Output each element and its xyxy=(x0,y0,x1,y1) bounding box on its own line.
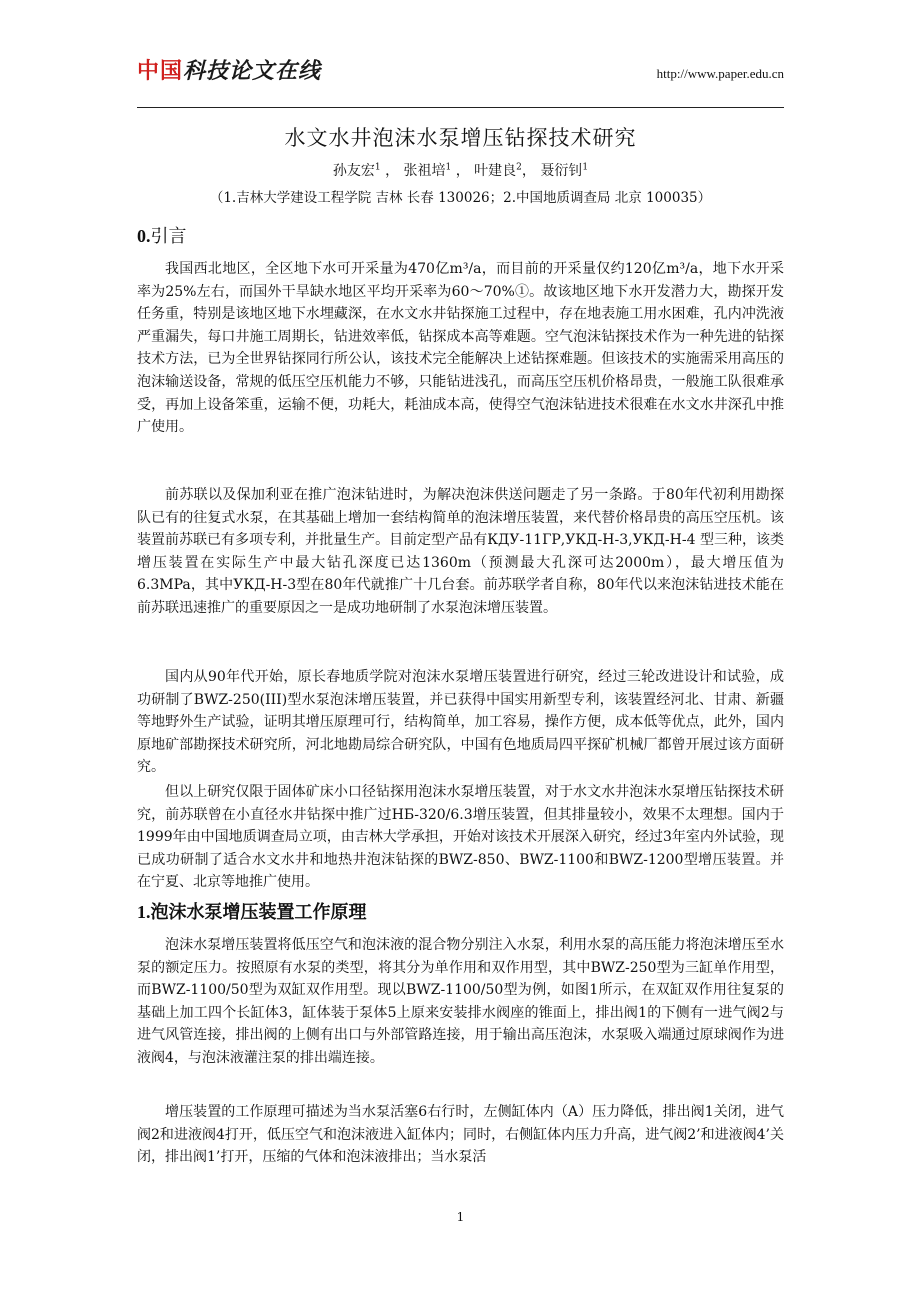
paragraph: 但以上研究仅限于固体矿床小口径钻探用泡沫水泵增压装置，对于水文水井泡沫水泵增压钻探技术研究，前苏联曾在小直径水井钻探中推广过НБ-320/6.3增压装置，但其排量较小，效果不太理想。国内于1999年由中国地质调查局立项，由吉林大学承担，开始对该技术开展深入研究，经过3年室内外试验，现已成功研制了适合水文水井和地热井泡沫钻探的BWZ-850、BWZ-1100和BWZ-1200型增压装置。并在宁夏、北京等地推广使用。 xyxy=(137,784,784,891)
author-affil-mark: 2 xyxy=(516,162,522,173)
author-name: 聂衍钊 xyxy=(540,163,583,179)
paper-title: 水文水井泡沫水泵增压钻探技术研究 xyxy=(284,126,637,150)
site-url[interactable]: http://www.paper.edu.cn xyxy=(656,66,784,81)
page-number: 1 xyxy=(456,1210,465,1224)
author-affil-mark: 1 xyxy=(445,162,452,173)
author-name: 孙友宏 xyxy=(332,163,375,179)
section-title: 泡沫水泵增压装置工作原理 xyxy=(150,902,367,923)
header-rule xyxy=(137,107,784,108)
paragraph: 泡沫水泵增压装置将低压空气和泡沫液的混合物分别注入水泵，利用水泵的高压能力将泡沫增压至水泵的额定压力。按照原有水泵的类型，将其分为单作用和双作用型，其中BWZ-250型为三缸单作用型，而BWZ-1100/50型为双缸双作用型。现以BWZ-1100/50型为例，如图1所示，在双缸双作用往复泵的基础上加工四个长缸体3，缸体装于泵体5上原来安装排水阀座的锥面上，排出阀1的下侧有一进气阀2与进气风管连接，排出阀的上侧有出口与外部管路连接，用于输出高压泡沫，水泵吸入端通过原球阀作为进液阀4，与泡沫液灌注泵的排出端连接。 xyxy=(137,937,784,1066)
paragraph: 增压装置的工作原理可描述为当水泵活塞6右行时，左侧缸体内（A）压力降低，排出阀1关闭，进气阀2和进液阀4打开，低压空气和泡沫液进入缸体内；同时，右侧缸体内压力升高，进气阀2’和进液阀4’关闭，排出阀1’打开，压缩的气体和泡沫液排出；当水泵活 xyxy=(137,1104,784,1166)
section-heading-intro xyxy=(137,222,187,248)
page-header xyxy=(137,50,784,110)
site-logo[interactable] xyxy=(137,54,321,85)
author-name: 叶建良 xyxy=(474,163,517,179)
affiliations: （1.吉林大学建设工程学院 吉林 长春 130026；2.中国地质调查局 北京 100035） xyxy=(209,190,712,206)
author-list: 孙友宏$^1$ ， 张祖培$^1$ ， 叶建良$^2$， 聂衍钊$^1$ xyxy=(332,162,589,179)
paragraph: 国内从90年代开始，原长春地质学院对泡沫水泵增压装置进行研究，经过三轮改进设计和试验，成功研制了BWZ-250(III)型水泵泡沫增压装置，并已获得中国实用新型专利，该装置经河北、甘肃、新疆等地野外生产试验，证明其增压原理可行，结构简单，加工容易，操作方便，成本低等优点，此外，国内原地矿部勘探技术研究所，河北地勘局综合研究队，中国有色地质局四平探矿机械厂都曾开展过该方面研究。 xyxy=(137,669,784,776)
logo-dark-text: 科技论文在线 xyxy=(183,59,322,84)
paragraph: 我国西北地区，全区地下水可开采量为470亿m³/a，而目前的开采量仅约120亿m³/a，地下水开采率为25%左右，而国外干旱缺水地区平均开采率为60～70%①。故该地区地下水开发潜力大，勘探开发任务重，特别是该地区地下水埋藏深，在水文水井钻探施工过程中，存在地表施工用水困难，孔内冲洗液严重漏失，每口井施工周期长，钻进效率低，钻探成本高等难题。空气泡沫钻探技术作为一种先进的钻探技术方法，已为全世界钻探同行所公认，该技术完全能解决上述钻探难题。但该技术的实施需采用高压的泡沫输送设备，常规的低压空压机能力不够，只能钻进浅孔，而高压空压机价格昂贵，一般施工队很难承受，再加上设备笨重，运输不便，功耗大，耗油成本高，使得空气泡沫钻进技术很难在水文水井深孔中推广使用。 xyxy=(137,261,784,436)
paragraph: 前苏联以及保加利亚在推广泡沫钻进时，为解决泡沫供送问题走了另一条路。于80年代初利用勘探队已有的往复式水泵，在其基础上增加一套结构简单的泡沫增压装置，来代替价格昂贵的高压空压机。该装置前苏联已有多项专利，并批量生产。目前定型产品有КДУ-11ГР,УКД-Н-3,УКД-Н-4 型三种，该类增压装置在实际生产中最大钻孔深度已达1360m（预测最大孔深可达2000m），最大增压值为6.3MPa，其中УКД-Н-3型在80年代就推广十几台套。前苏联学者自称，80年代以来泡沫钻进技术能在前苏联迅速推广的重要原因之一是成功地研制了水泵泡沫增压装置。 xyxy=(137,487,784,616)
author-affil-mark: 1 xyxy=(374,162,381,173)
section-heading-principle xyxy=(137,898,367,924)
section-number: 1. xyxy=(137,902,151,922)
author-name: 张祖培 xyxy=(403,163,446,179)
section-number: 0. xyxy=(137,226,151,246)
author-affil-mark: 1 xyxy=(582,162,589,173)
section-title: 引言 xyxy=(150,226,187,247)
logo-red-text: 中国 xyxy=(137,59,184,84)
